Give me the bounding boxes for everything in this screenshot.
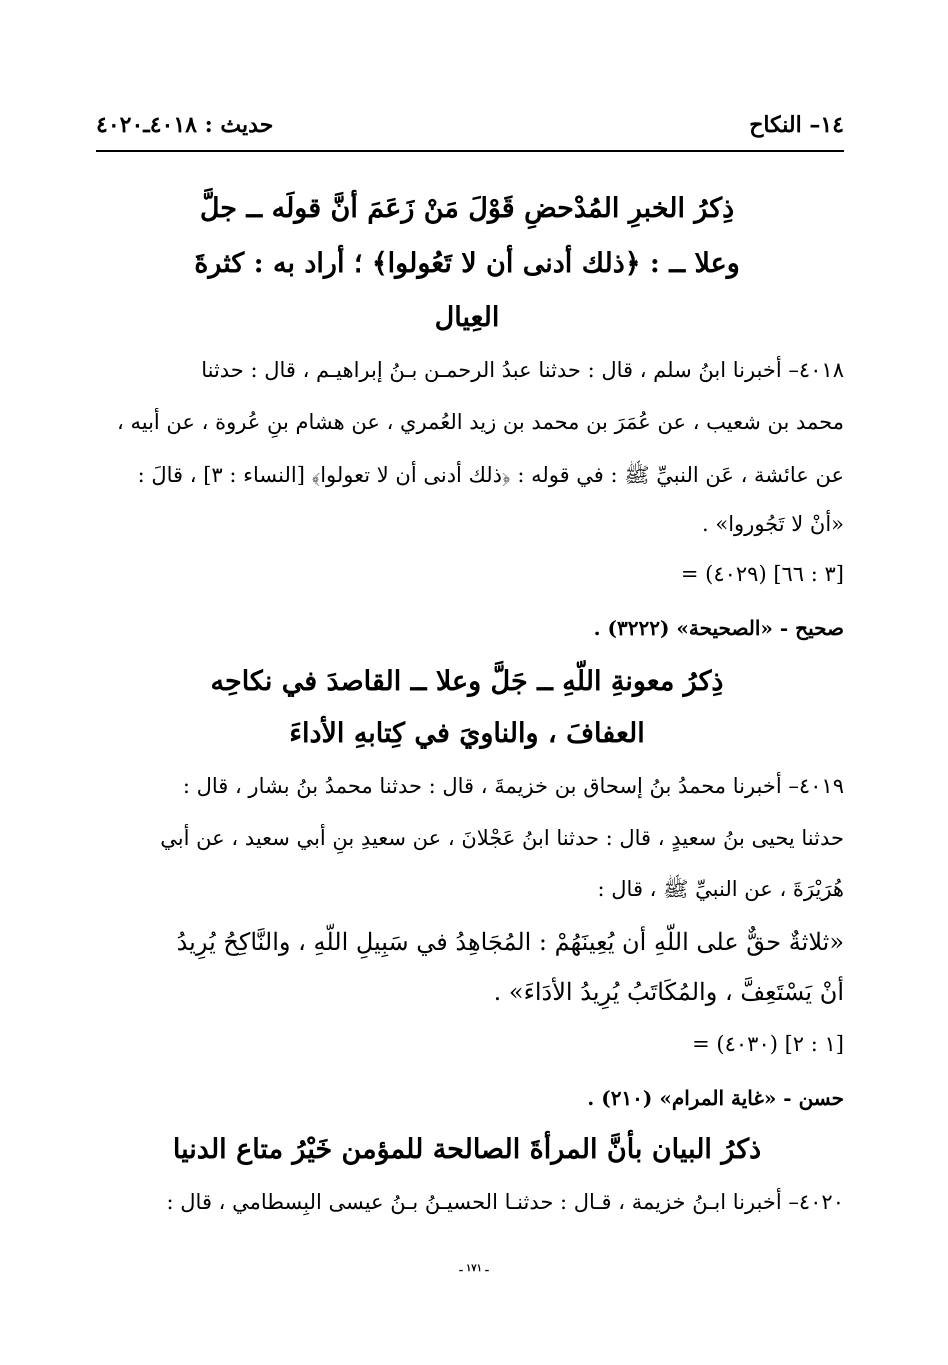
hadith-text-line: ٤٠١٨– أخبرنا ابنُ سلم ، قال : حدثنا عبدُ الرحمـن بـنُ إبراهيـم ، قال : حدثنا (201, 358, 844, 382)
section-heading-line: العِيال (434, 302, 500, 333)
header-rule (96, 150, 844, 152)
cross-reference: = (٤٠٣٠) [١ : ٢] (692, 1032, 844, 1056)
hadith-text-line: ٤٠١٩– أخبرنا محمدُ بنُ إسحاق بن خزيمةَ ، قال : حدثنا محمدُ بنُ بشار ، قال : (182, 774, 844, 798)
hadith-matn-line: «ثلاثةٌ حقٌّ على اللّهِ أن يُعِينَهُمْ : المُجَاهِدُ في سَبِيلِ اللّهِ ، والنَّاكِحُ يُرِيدُ (176, 928, 844, 956)
chapter-title: ١٤– النكاح (749, 112, 844, 138)
hadith-range: حديث : ٤٠١٨ـ٤٠٢٠ (96, 112, 274, 138)
hadith-text-line: محمد بن شعيب ، عن عُمَرَ بن محمد بن زيد العُمري ، عن هشام بنِ عُروة ، عن أبيه ، (117, 410, 844, 434)
grading: صحيح - «الصحيحة» (٣٢٢٢) . (593, 616, 844, 640)
section-heading-line: ذِكرُ الخبرِ المُدْحضِ قَوْلَ مَنْ زَعَمَ أنَّ قولَه ــ جلَّ (199, 193, 735, 224)
grading: حسن - «غاية المرام» (٢١٠) . (587, 1086, 844, 1110)
section-heading-line: العفافَ ، والناويَ في كِتابهِ الأداءَ (289, 718, 645, 749)
section-heading-line: ذكرُ البيان بأنَّ المرأةَ الصالحة للمؤمن خَيْرُ متاع الدنيا (172, 1134, 762, 1165)
hadith-text-line: عن عائشة ، عَن النبيِّ ﷺ : في قوله : ﴿ذلك أدنى أن لا تعولوا﴾ [النساء : ٣] ، قالَ : (137, 463, 844, 487)
hadith-matn-line: «أنْ لا تَجُوروا» . (702, 512, 844, 536)
hadith-text-line: ٤٠٢٠– أخبرنا ابـنُ خزيمة ، قـال : حدثنـا الحسيـنُ بـنُ عيسى البِسطامي ، قال : (166, 1190, 844, 1214)
hadith-text-line: حدثنا يحيى بنُ سعيدٍ ، قال : حدثنا ابنُ عَجْلانَ ، عن سعيدِ بنِ أبي سعيد ، عن أبي (160, 826, 844, 850)
cross-reference: = (٤٠٢٩) [٣ : ٦٦] (680, 562, 844, 586)
section-heading-line: وعلا ــ : ﴿ذلك أدنى أن لا تَعُولوا﴾ ؛ أراد به : كثرةَ (194, 248, 740, 279)
page-number: ـ ١٧١ ـ (459, 1263, 489, 1274)
hadith-matn-line: أنْ يَسْتَعِفَّ ، والمُكَاتَبُ يُرِيدُ الأدَاءَ» . (493, 978, 844, 1006)
section-heading-line: ذِكرُ معونةِ اللّهِ ــ جَلَّ وعلا ــ القاصدَ في نكاحِه (210, 666, 724, 697)
hadith-text-line: هُرَيْرَةَ ، عن النبيِّ ﷺ ، قال : (597, 877, 844, 901)
